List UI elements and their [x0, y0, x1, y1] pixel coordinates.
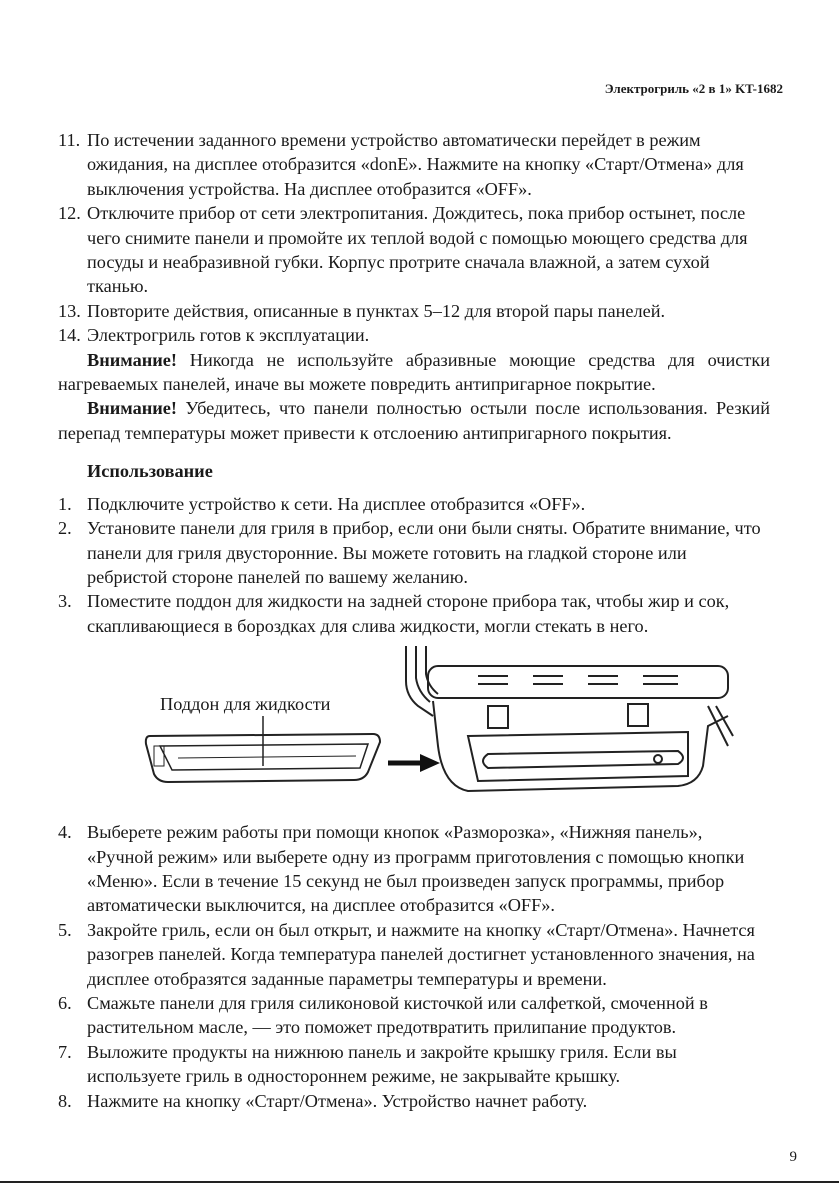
warning-text: Убедитесь, что панели полностью остыли после использования. Резкий перепад температуры может привести к отслоению антипригарного покрытия. [58, 398, 770, 443]
item-number: 14. [58, 325, 81, 346]
warning-label: Внимание! [87, 398, 177, 419]
item-number: 8. [58, 1090, 72, 1111]
item-number: 5. [58, 919, 72, 940]
item-number: 13. [58, 300, 81, 321]
item-text: Смажьте панели для гриля силиконовой кисточкой или салфеткой, смоченной в растительном масле, — это поможет предотвратить прилипание продуктов. [87, 992, 708, 1038]
list-item [58, 201, 770, 299]
list-item [58, 589, 770, 638]
item-number: 3. [58, 591, 72, 612]
section-title: Использование [87, 461, 213, 482]
item-number: 7. [58, 1041, 72, 1062]
list-item [58, 128, 770, 201]
item-text: Выберете режим работы при помощи кнопок «Разморозка», «Нижняя панель», «Ручной режим» или выберете одну из программ приготовления с помощью кнопки «Меню». Если в течение 15 секунд не был произведен запуск программы, прибор автоматически выключится, на дисплее отобразится «OFF». [87, 822, 745, 916]
bottom-rule [0, 1181, 839, 1183]
item-text: Закройте гриль, если он был открыт, и нажмите на кнопку «Старт/Отмена». Начнется разогрев панелей. Когда температура панелей достигнет установленного значения, на дисплее отобразятся заданные параметры температуры и времени. [87, 919, 755, 989]
list-item [58, 323, 770, 347]
page-header: Электрогриль «2 в 1» KT-1682 [604, 81, 783, 96]
item-number: 11. [58, 130, 81, 150]
arrow-icon [388, 754, 440, 772]
warning-paragraph [58, 396, 770, 445]
warning-text: Никогда не используйте абразивные моющие средства для очистки нагреваемых панелей, иначе вы можете повредить антипригарное покрытие. [58, 349, 770, 395]
item-text: Выложите продукты на нижнюю панель и закройте крышку гриля. Если вы используете гриль в одностороннем режиме, не закрывайте крышку. [87, 1041, 677, 1087]
grill-unit-drawing [406, 646, 733, 791]
item-number: 6. [58, 992, 72, 1013]
item-text: Электрогриль готов к эксплуатации. [87, 325, 370, 346]
list-item [58, 918, 770, 991]
list-item [58, 1089, 770, 1113]
item-text: Повторите действия, описанные в пунктах 5–12 для второй пары панелей. [87, 300, 666, 321]
drip-tray-drawing [146, 716, 380, 782]
grill-illustration [88, 646, 738, 814]
list-item [58, 1040, 770, 1089]
item-text: Установите панели для гриля в прибор, если они были сняты. Обратите внимание, что панели для гриля двусторонние. Вы можете готовить на гладкой стороне или ребристой стороне панелей по вашему желанию. [87, 518, 761, 587]
list-item [58, 820, 770, 918]
list-item [58, 991, 770, 1040]
list-item [58, 299, 770, 323]
drip-tray-figure [58, 646, 770, 814]
item-text: Отключите прибор от сети электропитания. Дождитесь, пока прибор остынет, после чего снимите панели и промойте их теплой водой с помощью моющего средства для посуды и неабразивной губки. Корпус протрите сначала влажной, а затем сухой тканью. [87, 203, 748, 297]
item-number: 2. [58, 518, 72, 539]
item-number: 4. [58, 822, 72, 843]
item-number: 12. [58, 203, 81, 224]
warning-paragraph [58, 348, 770, 397]
item-text: Нажмите на кнопку «Старт/Отмена». Устройство начнет работу. [87, 1090, 588, 1111]
item-text: Подключите устройство к сети. На дисплее отобразится «OFF». [87, 493, 586, 514]
item-number: 1. [58, 493, 72, 514]
figure-label: Поддон для жидкости [160, 694, 331, 715]
item-text: Поместите поддон для жидкости на задней стороне прибора так, чтобы жир и сок, скапливающиеся в бороздках для слива жидкости, могли стекать в него. [87, 591, 730, 636]
page-content [58, 128, 770, 1113]
page-number: 9 [789, 1149, 797, 1165]
item-text: По истечении заданного времени устройство автоматически перейдет в режим ожидания, на дисплее отобразится «donE». Нажмите на кнопку «Старт/Отмена» для выключения устройства. На дисплее отобразится «OFF». [87, 130, 744, 199]
warning-label: Внимание! [87, 349, 177, 370]
list-item [58, 516, 770, 589]
list-item [58, 492, 770, 516]
